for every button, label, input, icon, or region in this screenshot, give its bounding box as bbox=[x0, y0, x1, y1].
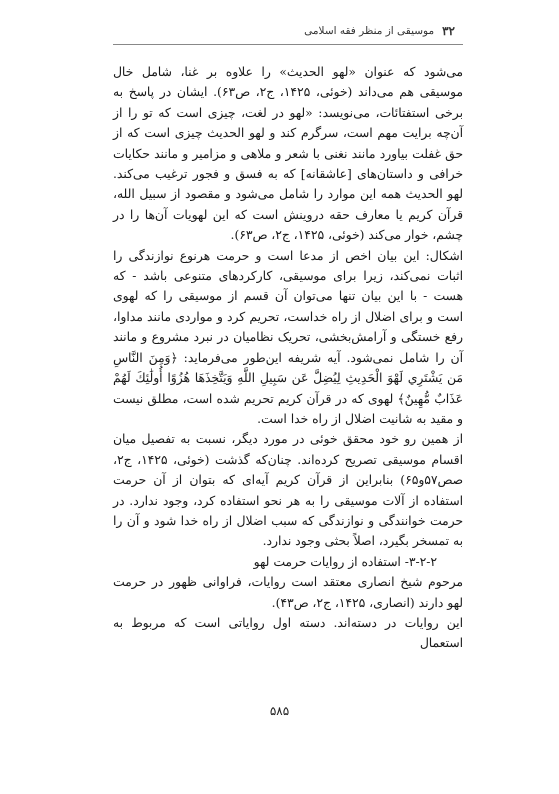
header-divider bbox=[113, 44, 463, 45]
page-number: ۵۸۵ bbox=[269, 704, 290, 718]
paragraph-1: می‌شود که عنوان «لهو الحدیث» را علاوه بر غنا، شامل خال موسیقی هم می‌داند (خوئی، ۱۴۲۵، ج۲، ص۶۳). ایشان در پاسخ به برخی استفتائات، می‌نویسد: «لهو در لغت، چیزی است که تو را از آن‌چه برایت مهم است، سرگرم کند و لهو الحدیث چیزی است که از حق غفلت بیاورد مانند نغنی با شعر و ملاهی و مزامیر و مانند حکایات خرافی و داستان‌های [عاشقانه] که به فسق و فجور ترغیب می‌کند. لهو الحدیث همه این موارد را شامل می‌شود و مقصود از سبیل الله، قرآن کریم یا معارف حقه دروینش است که این لهویات آن‌ها را در چشم، خوار می‌کند (خوئی، ۱۴۲۵، ج۲، ص۶۳). bbox=[113, 65, 463, 243]
paragraph-3: از همین رو خود محقق خوئی در مورد دیگر، نسبت به تفصیل میان اقسام موسیقی تصریح کرده‌اند. چنان‌که گذشت (خوئی، ۱۴۲۵، ج۲، صص۵۷و۶۵) بنابراین از قرآن کریم آیه‌ای که بتوان از آن حرمت استفاده از آلات موسیقی را به هر نحو استفاده کرد، وجود ندارد. در حرمت خوانندگی و نوازندگی که سبب اضلال از راه خدا شود و آن را به تمسخر بگیرد، اصلاً بحثی وجود ندارد. bbox=[113, 432, 463, 549]
body-text bbox=[113, 62, 463, 654]
running-header bbox=[95, 22, 455, 40]
section-heading: ۳-۲-۲- استفاده از روایات حرمت لهو bbox=[253, 554, 437, 569]
header-title: موسیقی از منظر فقه اسلامی bbox=[304, 25, 435, 37]
paragraph-4: مرحوم شیخ انصاری معتقد است روایات، فراوانی ظهور در حرمت لهو دارند (انصاری، ۱۴۲۵، ج۲، ص۴۳). bbox=[113, 575, 463, 610]
paragraph-5: این روایات در دسته‌اند. دسته اول روایاتی است که مربوط به استعمال bbox=[113, 615, 463, 651]
paragraph-2: اشکال: این بیان اخص از مدعا است و حرمت هرنوع نوازندگی را اثبات نمی‌کند، زیرا برای موسیقی، کارکردهای متنوعی باشد - که هست - با این بیان تنها می‌توان آن قسم از موسیقی را که لهوی است و برای اضلال از راه خداست، تحریم کرد و مواردی مانند مداوا، رفع خستگی و آرامش‌بخشی، تحریک نظامیان در نبرد مشروع و مانند آن را شامل نمی‌شود. آیه شریفه این‌طور می‌فرماید: ﴿وَمِنَ النَّاسِ مَن يَشْتَرِي لَهْوَ الْحَدِيثِ لِيُضِلَّ عَن سَبِيلِ اللَّهِ وَيَتَّخِذَهَا هُزُوًا أُولَٰئِكَ لَهُمْ عَذَابٌ مُّهِينٌ﴾ لهوی که در قرآن کریم تحریم شده است، مطلق نیست و مقید به شانیت اضلال از راه خدا است. bbox=[113, 248, 463, 426]
header-page-number: ۳۲ bbox=[442, 24, 455, 38]
